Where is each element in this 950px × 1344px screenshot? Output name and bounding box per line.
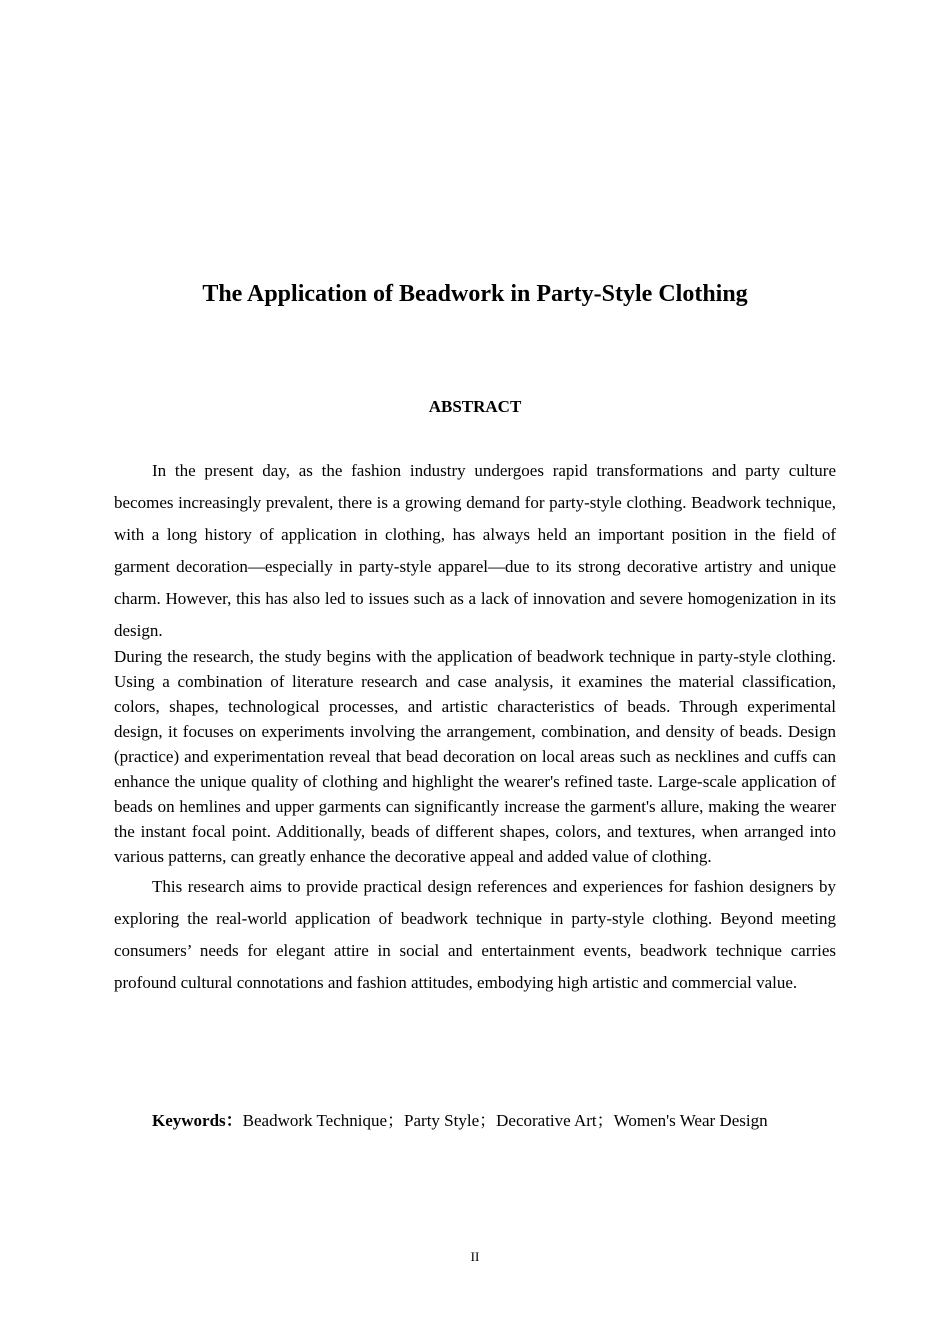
- abstract-paragraph-1: In the present day, as the fashion industry undergoes rapid transformations and party culture becomes increasingly prevalent, there is a growing demand for party-style clothing. Beadwork technique, with a long history of application in clothing, has always held an important position in the field of garment decoration—especially in party-style apparel—due to its strong decorative artistry and unique charm. However, this has also led to issues such as a lack of innovation and severe homogenization in its design.: [114, 461, 836, 640]
- keywords-label: Keywords：: [152, 1111, 243, 1130]
- abstract-paragraph-2: During the research, the study begins with the application of beadwork technique in party-style clothing. Using a combination of literature research and case analysis, it examines the material classification, colors, shapes, technological processes, and artistic characteristics of beads. Through experimental design, it focuses on experiments involving the arrangement, combination, and density of beads. Design (practice) and experimentation reveal that bead decoration on local areas such as necklines and cuffs can enhance the unique quality of clothing and highlight the wearer's refined taste. Large-scale application of beads on hemlines and upper garments can significantly increase the garment's allure, making the wearer the instant focal point. Additionally, beads of different shapes, colors, and textures, when arranged into various patterns, can greatly enhance the decorative appeal and added value of clothing.: [114, 647, 836, 866]
- abstract-body: [114, 455, 836, 999]
- paper-title: The Application of Beadwork in Party-Style Clothing: [202, 281, 748, 307]
- keywords-text: Beadwork Technique；Party Style；Decorative Art；Women's Wear Design: [242, 1111, 768, 1130]
- abstract-paragraph-3: This research aims to provide practical design references and experiences for fashion designers by exploring the real-world application of beadwork technique in party-style clothing. Beyond meeting consumers’ needs for elegant attire in social and entertainment events, beadwork technique carries profound cultural connotations and fashion attitudes, embodying high artistic and commercial value.: [114, 877, 836, 992]
- page-number: II: [470, 1249, 480, 1264]
- keywords-line: [114, 1105, 836, 1137]
- abstract-heading: ABSTRACT: [428, 397, 522, 416]
